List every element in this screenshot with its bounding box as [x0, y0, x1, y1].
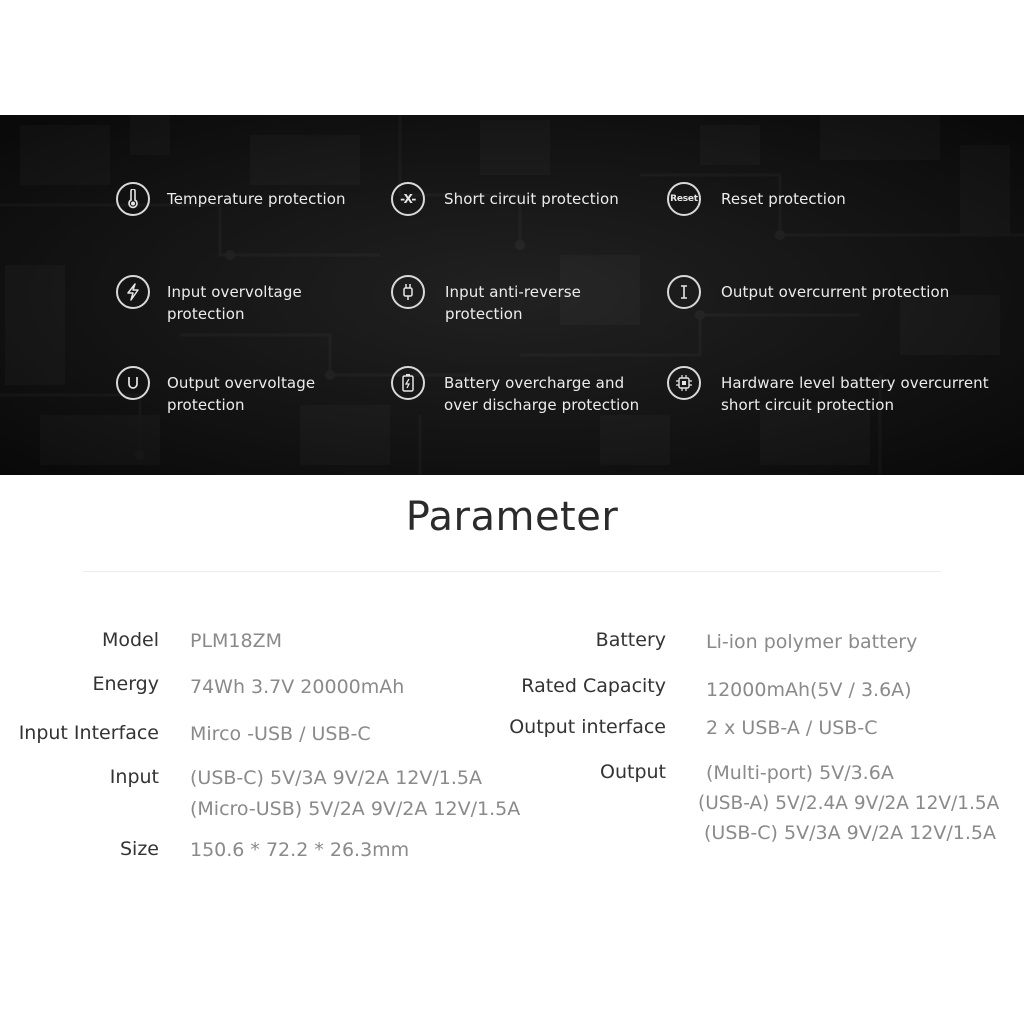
thermometer-icon [116, 182, 150, 216]
feature-label: Battery overcharge and over discharge protection [444, 374, 640, 414]
param-value-output-line-3: (USB-C) 5V/3A 9V/2A 12V/1.5A [704, 822, 997, 844]
chip-icon [667, 366, 701, 400]
feature-label: Hardware level battery overcurrent short circuit protection [721, 374, 989, 414]
plug-icon [391, 275, 425, 309]
param-value-battery: Li-ion polymer battery [706, 631, 918, 653]
short-circuit-icon: -X- [391, 182, 425, 216]
u-icon [116, 366, 150, 400]
divider [83, 571, 941, 572]
section-title: Parameter [405, 494, 619, 540]
feature-label: Output overcurrent protection [721, 283, 950, 301]
param-label-output-interface: Output interface [509, 716, 666, 738]
feature-label: Reset protection [721, 190, 846, 208]
param-value-energy: 74Wh 3.7V 20000mAh [190, 676, 405, 698]
protection-features-banner [0, 115, 1024, 475]
param-value-input-interface: Mirco -USB / USB-C [190, 723, 371, 745]
battery-charge-icon [391, 366, 425, 400]
param-value-output-interface: 2 x USB-A / USB-C [706, 717, 878, 739]
param-label-energy: Energy [92, 673, 159, 695]
param-label-input: Input [109, 766, 159, 788]
param-label-size: Size [119, 838, 159, 860]
param-label-rated-capacity: Rated Capacity [521, 675, 666, 697]
param-label-model: Model [101, 629, 159, 651]
top-blank-area [0, 0, 1024, 115]
lightning-icon [116, 275, 150, 309]
param-label-output: Output [600, 761, 666, 783]
feature-label: Temperature protection [167, 190, 346, 208]
param-value-rated-capacity: 12000mAh(5V / 3.6A) [706, 679, 912, 701]
param-value-output-line-1: (Multi-port) 5V/3.6A [706, 762, 894, 784]
feature-label: Output overvoltage protection [167, 374, 316, 414]
feature-label: Input overvoltage protection [167, 283, 302, 323]
param-value-size: 150.6 * 72.2 * 26.3mm [190, 839, 410, 861]
reset-icon: Reset [667, 182, 701, 216]
param-label-input-interface: Input Interface [18, 722, 159, 744]
param-value-input-line-1: (USB-C) 5V/3A 9V/2A 12V/1.5A [190, 767, 483, 789]
current-i-icon [667, 275, 701, 309]
param-value-model: PLM18ZM [190, 630, 283, 652]
param-value-output-line-2: (USB-A) 5V/2.4A 9V/2A 12V/1.5A [698, 793, 1000, 814]
param-value-input-line-2: (Micro-USB) 5V/2A 9V/2A 12V/1.5A [190, 798, 521, 820]
feature-label: Input anti-reverse protection [445, 283, 581, 323]
param-label-battery: Battery [595, 629, 666, 651]
feature-label: Short circuit protection [444, 190, 619, 208]
